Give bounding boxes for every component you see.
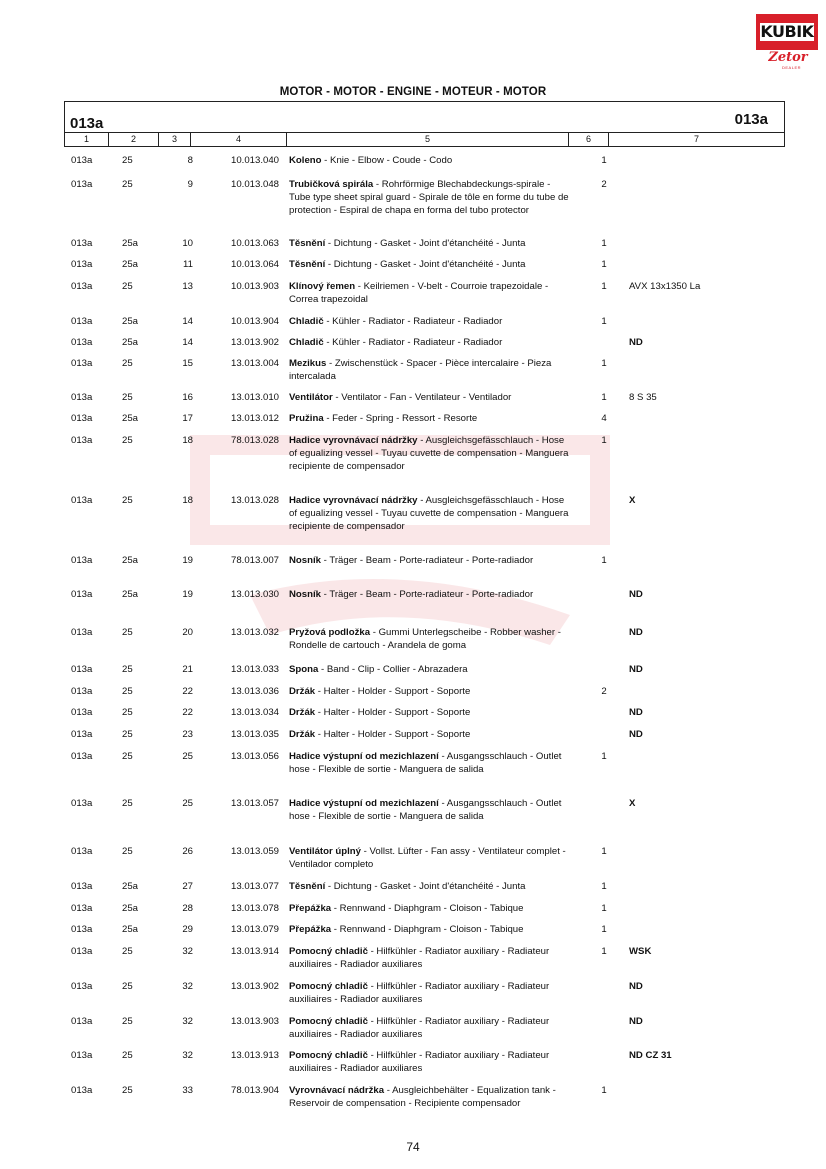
cell-position: 11 [183,259,193,270]
cell-figure: 25 [122,1016,133,1027]
cell-part-number: 13.013.035 [230,729,279,740]
section-code-left: 013a [70,115,104,132]
description-translations: - Hilfkühler - Radiator auxiliary - Radiateur auxiliaires - Radiador auxiliares [289,981,550,1005]
cell-note: ND [629,981,643,992]
logo-sub: DEALER [782,65,802,70]
cell-section: 013a [71,555,93,566]
cell-description [289,1015,574,1041]
cell-section: 013a [71,903,93,914]
cell-part-number: 13.013.914 [230,946,279,957]
description-cz: Těsnění [289,238,326,249]
cell-description [289,663,574,676]
cell-section: 013a [71,751,93,762]
col-number-4: 4 [191,133,287,147]
description-translations: - Dichtung - Gasket - Joint d'étanchéité - Junta [325,259,526,270]
cell-position: 13 [182,281,193,292]
cell-figure: 25a [122,903,139,914]
description-translations: - Rennwand - Diaphgram - Cloison - Tabique [331,903,524,914]
cell-figure: 25a [122,555,139,566]
cell-quantity: 2 [601,179,607,190]
cell-position: 19 [182,589,193,600]
cell-description [289,588,574,601]
cell-part-number: 13.013.033 [230,664,279,675]
description-translations: - Ventilator - Fan - Ventilateur - Ventilador [332,392,512,403]
cell-description [289,1049,574,1075]
description-translations: - Hilfkühler - Radiator auxiliary - Radiateur auxiliaires - Radiador auxiliares [289,1016,550,1040]
description-cz: Chladič [289,337,324,348]
cell-part-number: 13.013.028 [230,495,279,506]
logo-text: KUBIK [760,22,814,41]
description-translations: - Ausgleichsgefässchlauch - Hose of egualizing vessel - Tuyau cuvette de compensation - Manguera recipiente de compensador [289,435,569,472]
cell-position: 32 [182,1050,193,1061]
cell-quantity: 1 [601,358,607,369]
section-code-right: 013a [734,111,768,128]
cell-position: 16 [182,392,193,403]
cell-position: 29 [182,924,193,935]
col-number-6: 6 [569,133,609,147]
cell-position: 25 [182,751,193,762]
cell-description [289,880,574,893]
cell-part-number: 10.013.904 [230,316,279,327]
cell-position: 19 [182,555,193,566]
cell-figure: 25 [122,281,133,292]
cell-description [289,923,574,936]
cell-quantity: 1 [601,259,607,270]
cell-figure: 25a [122,337,139,348]
cell-description [289,902,574,915]
cell-section: 013a [71,664,93,675]
cell-position: 17 [182,413,193,424]
description-cz: Chladič [289,316,324,327]
cell-part-number: 13.013.078 [230,903,279,914]
cell-section: 013a [71,729,93,740]
cell-position: 22 [182,686,193,697]
description-translations: - Ausgangsschlauch - Outlet hose - Flexible de sortie - Manguera de salida [289,798,562,822]
cell-note: ND [629,589,643,600]
cell-figure: 25 [122,627,133,638]
cell-quantity: 1 [601,924,607,935]
description-translations: - Hilfkühler - Radiator auxiliary - Radiateur auxiliaires - Radiador auxiliares [289,946,550,970]
description-cz: Koleno [289,155,322,166]
page-title: MOTOR - MOTOR - ENGINE - MOTEUR - MOTOR [279,86,547,98]
cell-figure: 25 [122,435,133,446]
cell-position: 28 [182,903,193,914]
cell-description [289,315,574,328]
description-cz: Vyrovnávací nádržka [289,1085,385,1096]
cell-figure: 25a [122,589,139,600]
cell-position: 18 [182,435,193,446]
cell-figure: 25a [122,413,139,424]
cell-section: 013a [71,1050,93,1061]
cell-quantity: 1 [601,946,607,957]
cell-quantity: 1 [601,316,607,327]
cell-part-number: 13.013.057 [230,798,279,809]
cell-note: ND [629,707,643,718]
cell-figure: 25 [122,1050,133,1061]
cell-figure: 25a [122,881,139,892]
cell-part-number: 13.013.077 [230,881,279,892]
cell-part-number: 13.013.012 [230,413,279,424]
description-cz: Nosník [289,555,321,566]
cell-figure: 25a [122,924,139,935]
cell-description [289,845,574,871]
cell-section: 013a [71,798,93,809]
cell-note: ND [629,729,643,740]
cell-part-number: 13.013.902 [230,981,279,992]
cell-quantity: 1 [601,238,607,249]
cell-note: WSK [629,946,652,957]
col-number-7: 7 [693,134,699,144]
cell-part-number: 10.013.063 [230,238,279,249]
cell-description [289,685,574,698]
cell-figure: 25 [122,981,133,992]
description-translations: - Band - Clip - Collier - Abrazadera [318,664,468,675]
cell-description [289,178,574,217]
description-cz: Ventilátor úplný [289,846,361,857]
cell-note: ND CZ 31 [629,1050,672,1061]
cell-note: ND [629,1016,643,1027]
description-translations: - Ausgleichsgefässchlauch - Hose of egualizing vessel - Tuyau cuvette de compensation - Manguera recipiente de compensador [289,495,569,532]
description-cz: Pomocný chladič [289,981,368,992]
cell-description [289,626,574,652]
cell-figure: 25 [122,155,133,166]
cell-section: 013a [71,358,93,369]
description-translations: - Feder - Spring - Ressort - Resorte [323,413,478,424]
table-header [64,101,785,147]
description-cz: Držák [289,729,316,740]
cell-note: X [629,495,636,506]
description-cz: Pomocný chladič [289,946,368,957]
cell-figure: 25 [122,358,133,369]
cell-description [289,797,574,823]
cell-quantity: 1 [601,435,607,446]
description-cz: Mezikus [289,358,327,369]
cell-part-number: 78.013.028 [230,435,279,446]
cell-part-number: 13.013.059 [230,846,279,857]
cell-position: 20 [182,627,193,638]
description-cz: Těsnění [289,259,326,270]
cell-description [289,391,574,404]
description-cz: Hadice výstupní od mezichlazení [289,798,439,809]
logo-brand: Zetor [768,50,808,65]
cell-note: X [629,798,636,809]
column-number-row [65,132,784,147]
cell-position: 8 [187,155,193,166]
cell-part-number: 13.013.903 [230,1016,279,1027]
cell-description [289,357,574,383]
cell-quantity: 4 [601,413,607,424]
col-number-5: 5 [287,133,569,147]
description-translations: - Kühler - Radiator - Radiateur - Radiador [323,316,503,327]
cell-section: 013a [71,707,93,718]
cell-description [289,336,574,349]
cell-quantity: 1 [601,155,607,166]
description-cz: Pomocný chladič [289,1050,368,1061]
cell-part-number: 13.013.902 [230,337,279,348]
cell-position: 22 [182,707,193,718]
cell-section: 013a [71,924,93,935]
description-cz: Klínový řemen [289,281,356,292]
cell-part-number: 13.013.079 [230,924,279,935]
cell-section: 013a [71,337,93,348]
cell-section: 013a [71,1085,93,1096]
page-number: 74 [406,1140,420,1154]
cell-quantity: 1 [601,903,607,914]
cell-position: 21 [182,664,193,675]
cell-quantity: 1 [601,281,607,292]
description-cz: Hadice vyrovnávací nádržky [289,435,418,446]
cell-position: 27 [182,881,193,892]
cell-figure: 25 [122,1085,133,1096]
cell-quantity: 1 [601,751,607,762]
description-translations: - Dichtung - Gasket - Joint d'étanchéité - Junta [325,881,526,892]
cell-position: 33 [182,1085,193,1096]
cell-figure: 25 [122,946,133,957]
cell-quantity: 1 [601,392,607,403]
description-cz: Hadice výstupní od mezichlazení [289,751,439,762]
cell-section: 013a [71,946,93,957]
description-cz: Spona [289,664,319,675]
cell-part-number: 78.013.904 [230,1085,279,1096]
cell-quantity: 2 [601,686,607,697]
cell-quantity: 1 [601,846,607,857]
cell-part-number: 10.013.040 [230,155,279,166]
cell-section: 013a [71,238,93,249]
description-cz: Ventilátor [289,392,333,403]
cell-section: 013a [71,179,93,190]
cell-section: 013a [71,589,93,600]
cell-figure: 25a [122,316,139,327]
cell-quantity: 1 [601,881,607,892]
description-cz: Pryžová podložka [289,627,371,638]
cell-description [289,1084,574,1110]
description-translations: - Träger - Beam - Porte-radiateur - Porte-radiador [321,589,534,600]
cell-figure: 25 [122,664,133,675]
cell-position: 9 [187,179,193,190]
cell-figure: 25 [122,392,133,403]
cell-position: 10 [182,238,193,249]
description-cz: Nosník [289,589,321,600]
cell-section: 013a [71,1016,93,1027]
description-translations: - Zwischenstück - Spacer - Pièce intercalaire - Pieza intercalada [289,358,552,382]
cell-figure: 25 [122,846,133,857]
cell-section: 013a [71,881,93,892]
description-cz: Hadice vyrovnávací nádržky [289,495,418,506]
cell-description [289,750,574,776]
cell-part-number: 13.013.032 [230,627,279,638]
cell-description [289,728,574,741]
cell-position: 26 [182,846,193,857]
cell-section: 013a [71,392,93,403]
cell-description [289,237,574,250]
cell-figure: 25 [122,179,133,190]
cell-description [289,494,574,533]
cell-figure: 25 [122,495,133,506]
cell-note: AVX 13x1350 La [629,281,701,292]
cell-part-number: 10.013.048 [230,179,279,190]
cell-position: 15 [182,358,193,369]
cell-description [289,980,574,1006]
description-cz: Držák [289,707,316,718]
cell-section: 013a [71,495,93,506]
cell-description [289,434,574,473]
description-cz: Pomocný chladič [289,1016,368,1027]
description-translations: - Rennwand - Diaphgram - Cloison - Tabique [331,924,524,935]
cell-part-number: 78.013.007 [230,555,279,566]
cell-note: 8 S 35 [629,392,657,403]
description-translations: - Halter - Holder - Support - Soporte [315,707,471,718]
cell-figure: 25 [122,686,133,697]
col-number-1: 1 [65,133,109,147]
cell-description [289,412,574,425]
cell-section: 013a [71,846,93,857]
description-translations: - Knie - Elbow - Coude - Codo [321,155,453,166]
description-translations: - Halter - Holder - Support - Soporte [315,686,471,697]
cell-section: 013a [71,686,93,697]
cell-part-number: 10.013.903 [230,281,279,292]
cell-part-number: 13.013.056 [230,751,279,762]
description-cz: Držák [289,686,316,697]
cell-section: 013a [71,981,93,992]
cell-quantity: 1 [601,555,607,566]
cell-description [289,706,574,719]
description-cz: Pružina [289,413,324,424]
cell-position: 32 [182,1016,193,1027]
description-translations: - Vollst. Lüfter - Fan assy - Ventilateur complet - Ventilador completo [289,846,566,870]
cell-position: 14 [182,316,193,327]
cell-section: 013a [71,155,93,166]
kubik-zetor-logo [756,14,818,70]
cell-description [289,554,574,567]
description-translations: - Kühler - Radiator - Radiateur - Radiador [323,337,503,348]
cell-note: ND [629,337,643,348]
cell-position: 23 [182,729,193,740]
cell-figure: 25 [122,798,133,809]
description-translations: - Hilfkühler - Radiator auxiliary - Radiateur auxiliaires - Radiador auxiliares [289,1050,550,1074]
cell-description [289,280,574,306]
cell-figure: 25a [122,238,139,249]
description-translations: - Dichtung - Gasket - Joint d'étanchéité - Junta [325,238,526,249]
col-number-3: 3 [159,133,191,147]
cell-section: 013a [71,413,93,424]
description-cz: Přepážka [289,924,332,935]
cell-quantity: 1 [601,1085,607,1096]
cell-figure: 25 [122,707,133,718]
cell-description [289,258,574,271]
cell-figure: 25a [122,259,139,270]
cell-section: 013a [71,259,93,270]
cell-position: 25 [182,798,193,809]
cell-part-number: 13.013.010 [230,392,279,403]
col-number-2: 2 [109,133,159,147]
cell-section: 013a [71,281,93,292]
description-translations: - Ausgangsschlauch - Outlet hose - Flexible de sortie - Manguera de salida [289,751,562,775]
cell-section: 013a [71,435,93,446]
cell-figure: 25 [122,729,133,740]
description-translations: - Träger - Beam - Porte-radiateur - Porte-radiador [321,555,534,566]
description-translations: - Gummi Unterlegscheibe - Robber washer - Rondelle de cartouch - Arandela de goma [289,627,561,651]
description-translations: - Ausgleichbehälter - Equalization tank - Reservoir de compensation - Recipiente compensador [289,1085,556,1109]
cell-position: 18 [182,495,193,506]
cell-note: ND [629,664,643,675]
cell-figure: 25 [122,751,133,762]
cell-part-number: 10.013.064 [230,259,279,270]
cell-section: 013a [71,316,93,327]
description-cz: Těsnění [289,881,326,892]
cell-part-number: 13.013.036 [230,686,279,697]
cell-part-number: 13.013.034 [230,707,279,718]
cell-section: 013a [71,627,93,638]
cell-note: ND [629,627,643,638]
cell-position: 32 [182,946,193,957]
cell-description [289,945,574,971]
cell-part-number: 13.013.030 [230,589,279,600]
description-translations: - Rohrförmige Blechabdeckungs-spirale - Tube type sheet spiral guard - Spirale de tôle en forme du tube de protection - Espiral de chapa en forma del tubo protector [289,179,569,216]
description-translations: - Keilriemen - V-belt - Courroie trapezoidale - Correa trapezoidal [289,281,549,305]
cell-part-number: 13.013.913 [230,1050,279,1061]
description-cz: Trubičková spirála [289,179,374,190]
cell-position: 14 [182,337,193,348]
description-translations: - Halter - Holder - Support - Soporte [315,729,471,740]
cell-part-number: 13.013.004 [230,358,279,369]
cell-position: 32 [182,981,193,992]
description-cz: Přepážka [289,903,332,914]
cell-description [289,154,574,167]
